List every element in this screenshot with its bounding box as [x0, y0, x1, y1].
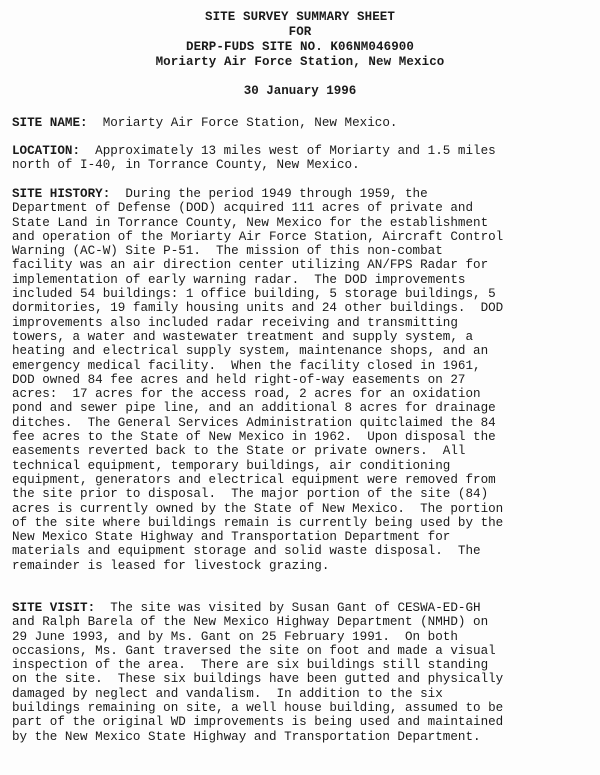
- site-visit-line: occasions, Ms. Gant traversed the site on foot and made a visual: [12, 643, 496, 658]
- site-history-line: heating and electrical supply system, maintenance shops, and an: [12, 344, 489, 359]
- site-visit-line: and Ralph Barela of the New Mexico Highway Department (NMHD) on: [12, 615, 489, 630]
- document-date: 30 January 1996: [243, 84, 357, 98]
- site-visit-line: inspection of the area. There are six buildings still standing: [12, 658, 489, 673]
- site-history-line: of the site where buildings remain is currently being used by the: [12, 515, 504, 530]
- location-line: Approximately 13 miles west of Moriarty and 1.5 miles: [80, 144, 496, 158]
- site-history-line: acres: 17 acres for the access road, 2 acres for an oxidation: [12, 387, 481, 402]
- site-history-line: remainder is leased for livestock grazing.: [12, 558, 330, 573]
- site-visit-line: by the New Mexico State Highway and Transportation Department.: [12, 729, 481, 744]
- site-visit-label: SITE VISIT:: [12, 601, 96, 615]
- site-history-line: Department of Defense (DOD) acquired 111 acres of private and: [12, 201, 474, 216]
- site-history-line: materials and equipment storage and solid waste disposal. The: [12, 544, 481, 559]
- site-history-line: easements reverted back to the State or private owners. All: [12, 444, 466, 459]
- site-history-line: During the period 1949 through 1959, the: [110, 187, 428, 201]
- site-visit-section: [12, 601, 590, 744]
- site-history-line: pond and sewer pipe line, and an additional 8 acres for drainage: [12, 401, 496, 416]
- site-history-line: dormitories, 19 family housing units and 24 other buildings. DOD: [12, 301, 504, 316]
- site-history-line: towers, a water and wastewater treatment and supply system, a: [12, 329, 474, 344]
- site-history-line: State Land in Torrance County, New Mexico for the establishment: [12, 215, 489, 230]
- site-history-line: DOD owned 84 fee acres and held right-of-way easements on 27: [12, 372, 466, 387]
- document-header: [0, 10, 600, 70]
- site-history-line: implementation of early warning radar. The DOD improvements: [12, 272, 466, 287]
- site-history-line: technical equipment, temporary buildings, air conditioning: [12, 458, 451, 473]
- site-history-line: improvements also included radar receiving and transmitting: [12, 315, 458, 330]
- site-history-line: ditches. The General Services Administration quitclaimed the 84: [12, 415, 496, 430]
- site-visit-line: buildings remaining on site, a well house building, assumed to be: [12, 701, 504, 716]
- site-history-line: emergency medical facility. When the facility closed in 1961,: [12, 358, 481, 373]
- site-visit-line: damaged by neglect and vandalism. In addition to the six: [12, 686, 443, 701]
- header-for: FOR: [288, 25, 312, 39]
- header-title: SITE SURVEY SUMMARY SHEET: [204, 10, 396, 24]
- site-history-section: [12, 187, 590, 573]
- header-site-name: Moriarty Air Force Station, New Mexico: [155, 55, 445, 69]
- site-history-line: Warning (AC-W) Site P-51. The mission of this non-combat: [12, 244, 443, 259]
- site-history-line: acres is currently owned by the State of New Mexico. The portion: [12, 501, 504, 516]
- site-history-line: New Mexico State Highway and Transportation Department for: [12, 530, 451, 545]
- site-name-section: [12, 116, 590, 130]
- location-label: LOCATION:: [12, 144, 81, 158]
- site-history-line: included 54 buildings: 1 office building, 5 storage buildings, 5: [12, 287, 496, 302]
- site-history-line: fee acres to the State of New Mexico in 1962. Upon disposal the: [12, 430, 496, 445]
- site-history-label: SITE HISTORY:: [12, 187, 111, 201]
- site-name-label: SITE NAME:: [12, 116, 88, 130]
- site-history-line: equipment, generators and electrical equipment were removed from: [12, 472, 496, 487]
- site-visit-line: 29 June 1993, and by Ms. Gant on 25 February 1991. On both: [12, 629, 458, 644]
- site-visit-line: on the site. These six buildings have been gutted and physically: [12, 672, 504, 687]
- site-visit-line: The site was visited by Susan Gant of CESWA-ED-GH: [95, 601, 481, 615]
- site-history-line: the site prior to disposal. The major portion of the site (84): [12, 487, 489, 502]
- location-section: [12, 144, 590, 173]
- site-name-text: Moriarty Air Force Station, New Mexico.: [87, 116, 398, 130]
- site-visit-line: part of the original WD improvements is being used and maintained: [12, 715, 504, 730]
- header-site-number: DERP-FUDS SITE NO. K06NM046900: [185, 40, 415, 54]
- location-line: north of I-40, in Torrance County, New Mexico.: [12, 158, 360, 173]
- site-history-line: facility was an air direction center utilizing AN/FPS Radar for: [12, 258, 489, 273]
- site-history-line: and operation of the Moriarty Air Force Station, Aircraft Control: [12, 229, 504, 244]
